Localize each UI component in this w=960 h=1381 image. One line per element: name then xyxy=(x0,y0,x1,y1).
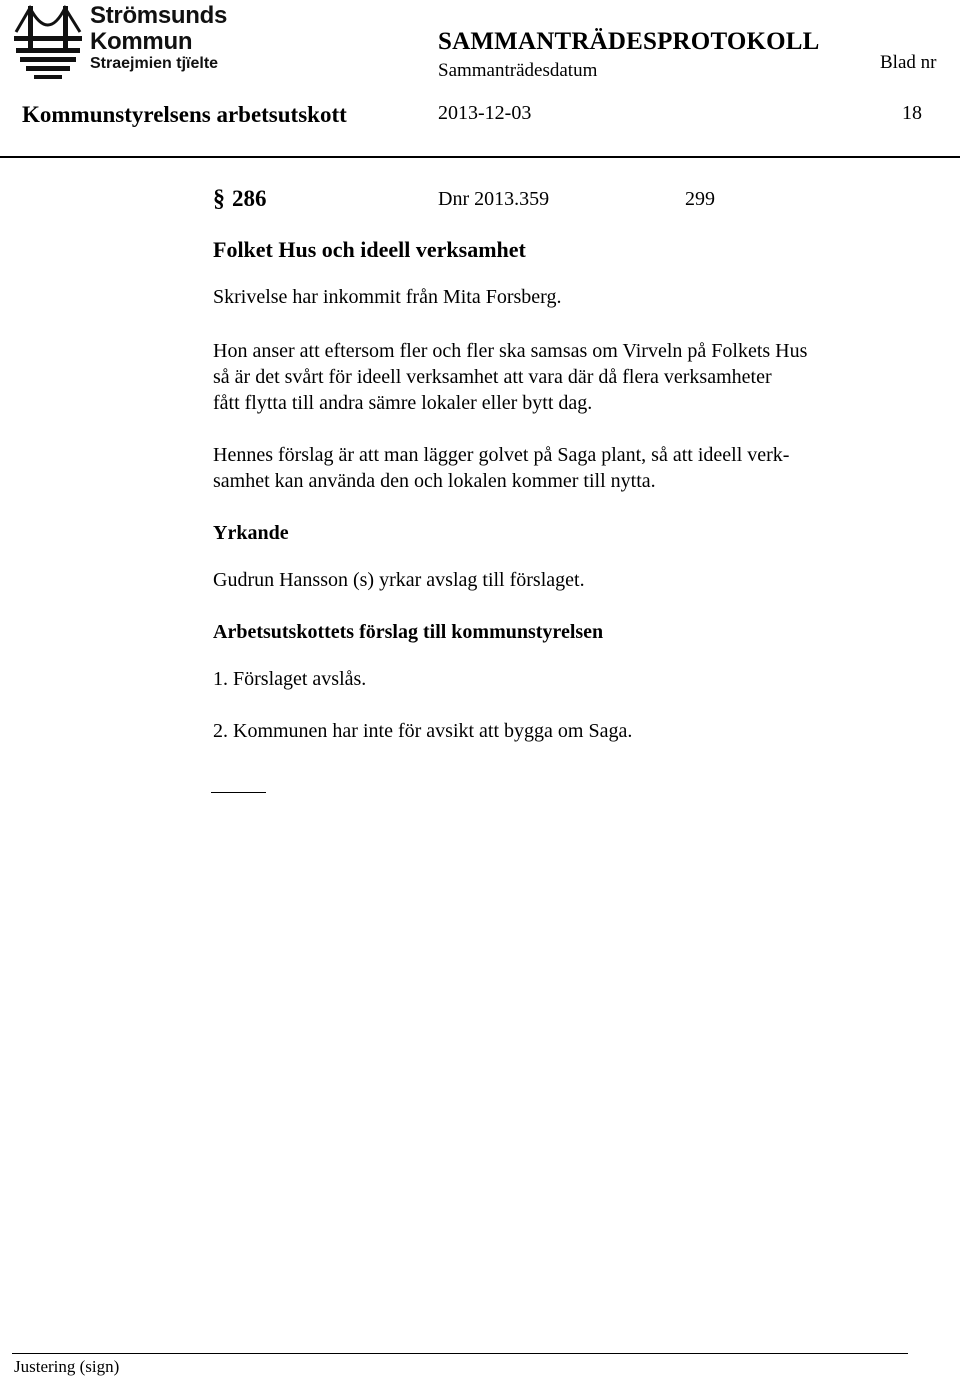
document-title: SAMMANTRÄDESPROTOKOLL xyxy=(438,28,820,55)
footer-divider xyxy=(12,1353,908,1354)
paragraph-line: så är det svårt för ideell verksamhet att vara där då flera verksamheter xyxy=(213,366,772,388)
paragraph-line: fått flytta till andra sämre lokaler eller bytt dag. xyxy=(213,392,593,414)
paragraph-number: 286 xyxy=(232,186,267,211)
end-divider xyxy=(211,792,266,793)
paragraph-line: Hon anser att eftersom fler och fler ska samsas om Virveln på Folkets Hus xyxy=(213,340,808,362)
matter-title: Folket Hus och ideell verksamhet xyxy=(213,237,526,262)
municipality-logo xyxy=(14,2,228,82)
yrkande-text: Gudrun Hansson (s) yrkar avslag till förslaget. xyxy=(213,569,585,591)
header-divider xyxy=(0,156,960,158)
list-item: 2. Kommunen har inte för avsikt att bygga om Saga. xyxy=(213,720,633,742)
reference-number: 299 xyxy=(685,188,715,210)
paragraph-line: samhet kan använda den och lokalen kommer till nytta. xyxy=(213,470,656,492)
page-number: 18 xyxy=(902,102,922,124)
list-item: 1. Förslaget avslås. xyxy=(213,668,367,690)
meeting-date-label: Sammanträdesdatum xyxy=(438,60,598,81)
logo-name-line1: Strömsunds xyxy=(90,2,228,29)
meeting-date: 2013-12-03 xyxy=(438,102,532,124)
logo-name-line3: Straejmien tjïelte xyxy=(90,55,219,72)
section-sign: § xyxy=(213,186,225,212)
logo-name-line2: Kommun xyxy=(90,28,193,55)
committee-name: Kommunstyrelsens arbetsutskott xyxy=(22,102,347,127)
heading-proposal: Arbetsutskottets förslag till kommunstyrelsen xyxy=(213,621,604,643)
paragraph-line: Hennes förslag är att man lägger golvet på Saga plant, så att ideell verk- xyxy=(213,444,790,466)
intro-text: Skrivelse har inkommit från Mita Forsberg. xyxy=(213,286,562,308)
justering-label: Justering (sign) xyxy=(14,1357,120,1376)
bridge-emblem-icon xyxy=(14,2,82,82)
diary-number: Dnr 2013.359 xyxy=(438,188,550,210)
page-label: Blad nr xyxy=(880,52,937,73)
heading-yrkande: Yrkande xyxy=(213,522,289,544)
